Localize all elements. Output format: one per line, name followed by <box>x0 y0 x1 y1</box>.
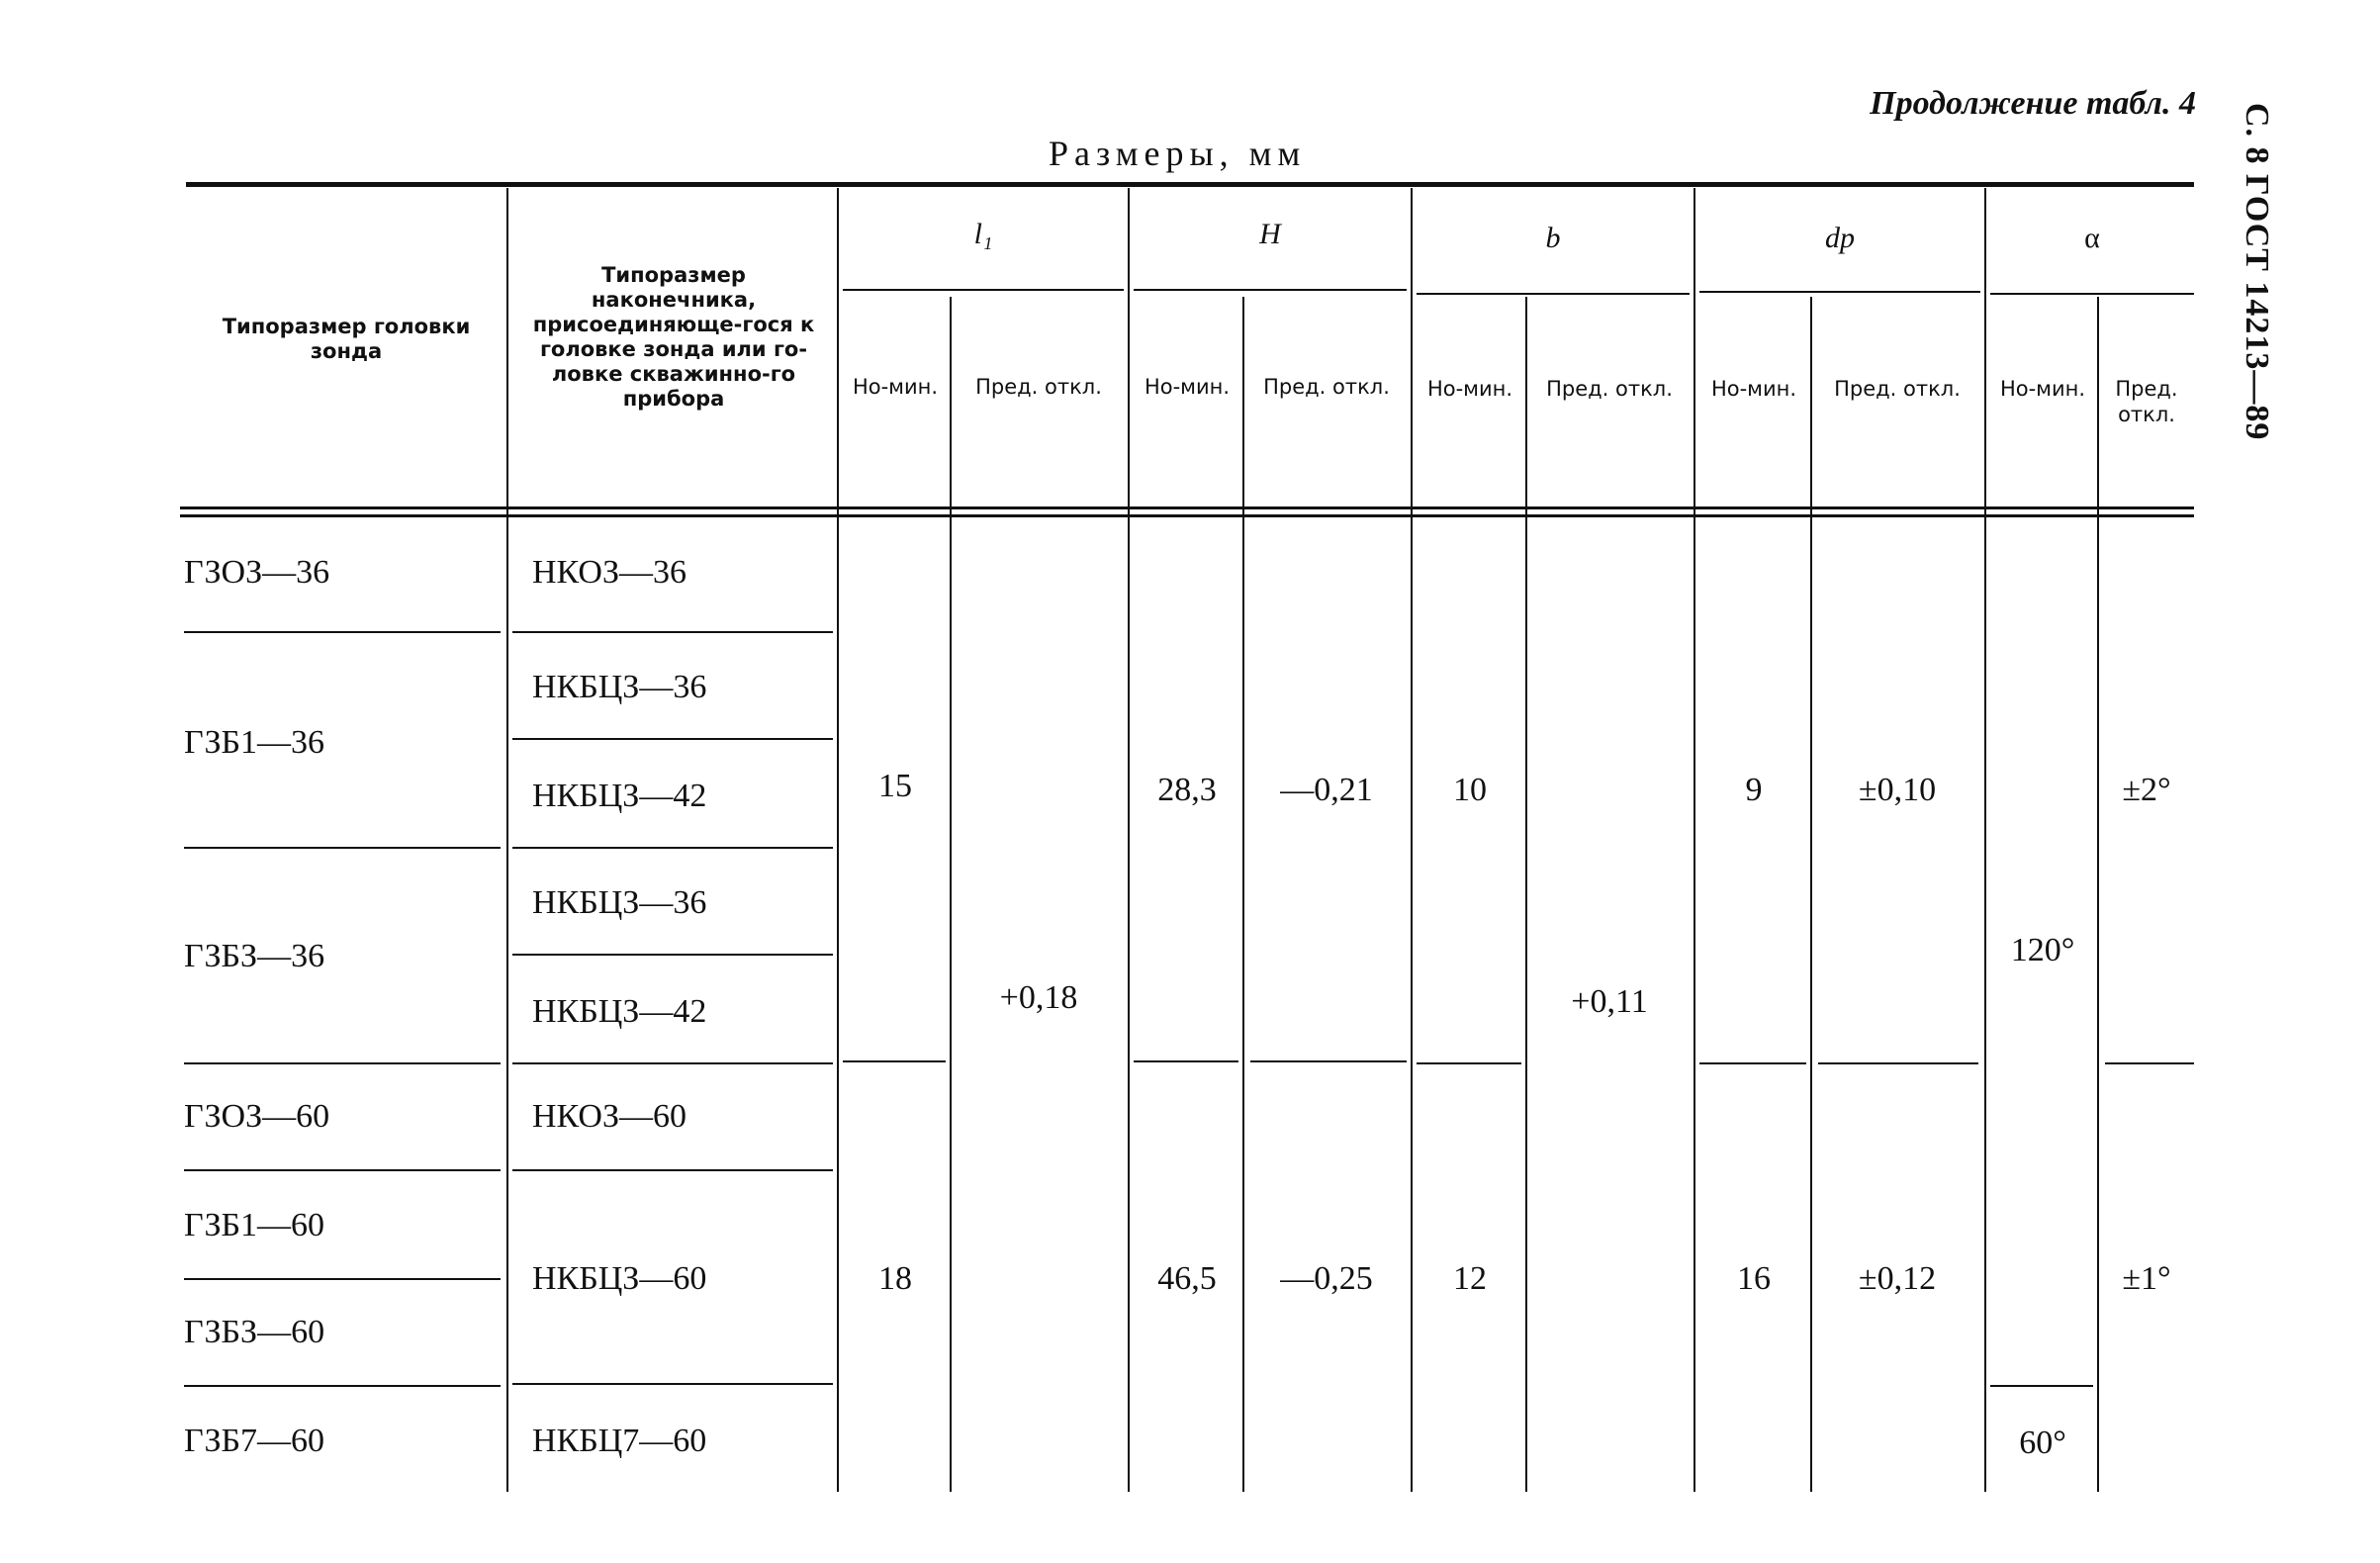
header-sub-rule <box>1134 289 1407 291</box>
b-deviation: +0,11 <box>1571 983 1648 1020</box>
col-line <box>1242 297 1244 1492</box>
header-l1-nom: Но-мин. <box>852 375 939 399</box>
alpha-nominal-2: 60° <box>2019 1425 2066 1461</box>
row-rule <box>512 1169 833 1171</box>
group-rule <box>1818 1062 1978 1064</box>
header-divider-rule-2 <box>180 514 2194 517</box>
l1-nominal-1: 15 <box>878 768 912 804</box>
row-rule <box>512 847 833 849</box>
tip-size-cell: НКОЗ—36 <box>532 554 687 591</box>
head-size-cell: ГЗБ1—60 <box>184 1207 325 1243</box>
row-rule <box>184 847 501 849</box>
header-alpha-dev: Пред. откл. <box>2115 377 2178 426</box>
col-line <box>950 297 952 1492</box>
row-rule <box>512 954 833 956</box>
b-nominal-1: 10 <box>1453 772 1487 808</box>
col-line <box>1810 297 1812 1492</box>
row-rule <box>184 1169 501 1171</box>
header-H-nom: Но-мин. <box>1144 375 1231 399</box>
group-rule <box>1417 1062 1521 1064</box>
head-size-cell: ГЗБЗ—36 <box>184 938 325 974</box>
group-rule <box>843 1060 946 1062</box>
header-alpha-nom: Но-мин. <box>1999 377 2086 401</box>
header-sub-rule <box>1990 293 2194 295</box>
l1-deviation: +0,18 <box>999 979 1078 1016</box>
col-tip-size-header: Типоразмер наконечника, присоединяюще-гося к головке зонда или го-ловке скважинно-го прибора <box>532 263 815 411</box>
header-b-dev: Пред. откл. <box>1546 377 1673 401</box>
header-b-nom: Но-мин. <box>1426 377 1513 401</box>
col-line <box>837 188 839 1492</box>
tip-size-cell: НКОЗ—60 <box>532 1098 687 1135</box>
page-side-label: С. 8 ГОСТ 14213—89 <box>2239 103 2275 441</box>
head-size-cell: ГЗБ1—36 <box>184 724 325 761</box>
tip-size-cell: НКБЦЗ—36 <box>532 669 707 705</box>
header-H: H <box>1259 218 1281 250</box>
col-line <box>1984 188 1986 1492</box>
head-size-cell: ГЗБЗ—60 <box>184 1314 325 1350</box>
row-rule <box>512 1062 833 1064</box>
header-b: b <box>1545 222 1561 254</box>
tip-size-cell: НКБЦЗ—60 <box>532 1260 707 1297</box>
header-l1-dev: Пред. откл. <box>975 375 1102 399</box>
header-sub-rule <box>843 289 1124 291</box>
head-size-cell: ГЗОЗ—36 <box>184 554 330 591</box>
group-rule <box>1699 1062 1806 1064</box>
header-dp-dev: Пред. откл. <box>1834 377 1961 401</box>
row-rule <box>184 1385 501 1387</box>
header-alpha: α <box>2084 222 2100 254</box>
b-nominal-2: 12 <box>1453 1260 1487 1297</box>
H-nominal-1: 28,3 <box>1157 772 1217 808</box>
header-divider-rule <box>180 506 2194 509</box>
col-line <box>2097 297 2099 1492</box>
group-rule <box>1134 1060 1238 1062</box>
alpha-deviation-1: ±2° <box>2122 772 2171 808</box>
table-top-rule <box>186 182 2194 187</box>
row-rule <box>512 631 833 633</box>
header-dp: dр <box>1825 222 1855 254</box>
row-rule <box>184 631 501 633</box>
group-rule <box>2105 1062 2194 1064</box>
row-rule <box>184 1062 501 1064</box>
col-line <box>1525 297 1527 1492</box>
group-rule <box>1990 1385 2093 1387</box>
header-sub-rule <box>1699 291 1980 293</box>
header-sub-rule <box>1417 293 1690 295</box>
H-nominal-2: 46,5 <box>1157 1260 1217 1297</box>
col-line <box>1693 188 1695 1492</box>
tip-size-cell: НКБЦ7—60 <box>532 1423 707 1459</box>
alpha-deviation-2: ±1° <box>2122 1260 2171 1297</box>
H-deviation-1: —0,21 <box>1280 772 1373 808</box>
H-deviation-2: —0,25 <box>1280 1260 1373 1297</box>
dp-nominal-2: 16 <box>1737 1260 1771 1297</box>
header-l1: l₁ <box>973 218 993 250</box>
tip-size-cell: НКБЦЗ—36 <box>532 884 707 921</box>
row-rule <box>512 1383 833 1385</box>
tip-size-cell: НКБЦЗ—42 <box>532 993 707 1030</box>
row-rule <box>512 738 833 740</box>
header-H-dev: Пред. откл. <box>1263 375 1390 399</box>
col-head-size-header: Типоразмер головки зонда <box>222 315 471 363</box>
tip-size-cell: НКБЦЗ—42 <box>532 778 707 814</box>
head-size-cell: ГЗОЗ—60 <box>184 1098 330 1135</box>
dimensions-title: Размеры, мм <box>1049 134 1307 173</box>
dp-deviation-2: ±0,12 <box>1858 1260 1937 1297</box>
row-rule <box>184 1278 501 1280</box>
header-dp-nom: Но-мин. <box>1710 377 1797 401</box>
dp-nominal-1: 9 <box>1745 772 1763 808</box>
head-size-cell: ГЗБ7—60 <box>184 1423 325 1459</box>
group-rule <box>1250 1060 1407 1062</box>
col-line <box>1411 188 1413 1492</box>
col-line <box>1128 188 1130 1492</box>
col-line <box>506 188 508 1492</box>
continuation-label: Продолжение табл. 4 <box>1870 85 2196 122</box>
l1-nominal-2: 18 <box>878 1260 912 1297</box>
alpha-nominal-1: 120° <box>2010 932 2075 968</box>
dp-deviation-1: ±0,10 <box>1858 772 1937 808</box>
